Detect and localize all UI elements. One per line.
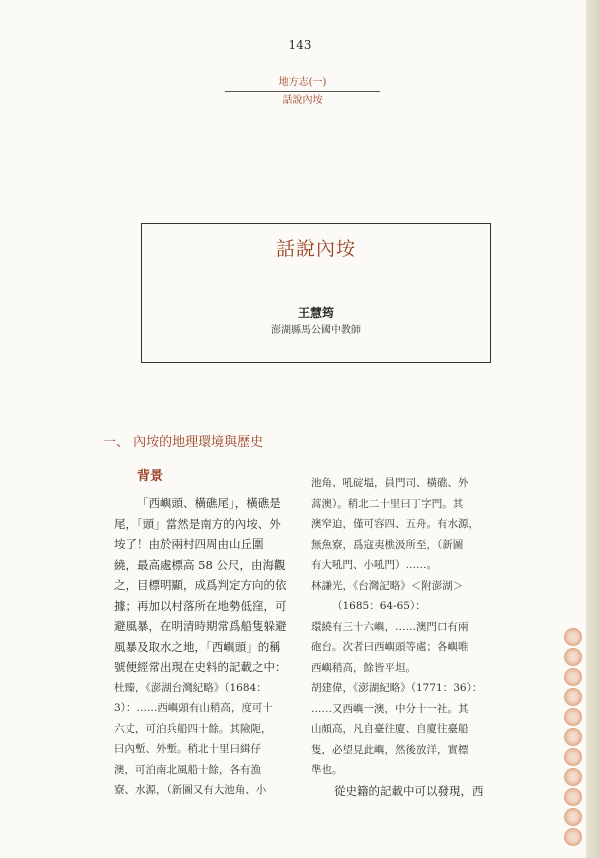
text-line: ……又西嶼一澳，中分十一社。其 xyxy=(311,702,469,715)
text-line: 繞，最高處標高 58 公尺，由海觀 xyxy=(114,557,286,572)
text-line: 胡建偉，《澎湖紀略》（1771：36）： xyxy=(311,682,483,694)
flower-ornament-icon xyxy=(564,648,582,666)
flower-ornament-icon xyxy=(564,828,582,846)
author-affiliation: 澎湖縣馬公國中教師 xyxy=(271,325,361,336)
text-line: 準也。 xyxy=(311,764,343,776)
text-line: 澳窄迫，僅可容四、五舟。有水源， xyxy=(311,518,479,530)
flower-ornament-icon xyxy=(564,628,582,646)
text-line: 澳，可泊南北風船十餘，各有漁 xyxy=(114,763,261,776)
page-number: 143 xyxy=(288,38,312,52)
flower-ornament-icon xyxy=(564,808,582,826)
text-line: 據；再加以村落所在地勢低窪，可 xyxy=(114,598,287,613)
flower-ornament-icon xyxy=(564,708,582,726)
text-line: 3）：……西嶼頭有山稍高，度可十 xyxy=(114,702,273,714)
flower-ornament-icon xyxy=(564,748,582,766)
header-rule xyxy=(225,91,380,92)
header-subtitle: 話說內垵 xyxy=(282,95,323,106)
left-column xyxy=(114,493,292,801)
text-line: 環繞有三十六嶼，……澳門口有兩 xyxy=(311,620,469,633)
article-title: 話說內垵 xyxy=(275,238,356,260)
text-line: 寮、水源，（新圖又有大池角、小 xyxy=(114,784,267,796)
text-line: 池角、吼碇塭，員門司、橫礁、外 xyxy=(311,477,469,489)
text-line: 西嶼稍高，餘皆平坦。 xyxy=(311,661,416,674)
text-line: 避風暴，在明清時期常爲船隻躲避 xyxy=(114,619,287,633)
right-column xyxy=(311,473,491,801)
flower-ornament-icon xyxy=(564,688,582,706)
text-line: 尾，「頭」當然是南方的內垵、外 xyxy=(114,516,281,531)
flower-ornament-icon xyxy=(564,768,582,786)
text-line: 蒿澳）。稍北二十里曰丁字門。其 xyxy=(311,497,464,510)
text-line: 曰內塹、外塹。稍北十里曰緝仔 xyxy=(114,743,261,755)
flower-ornament-icon xyxy=(564,728,582,746)
text-line: 之，目標明顯，成爲判定方向的依 xyxy=(114,578,287,592)
title-box xyxy=(141,223,491,363)
text-line: 有大吼門、小吼門）……。 xyxy=(311,559,437,571)
text-line: 砲台。次者曰西嶼頭等處；各嶼唯 xyxy=(311,641,469,653)
text-line: 「西嶼頭、橫礁尾」，橫礁是 xyxy=(137,496,281,510)
flower-ornament-icon xyxy=(564,668,582,686)
text-line: 無魚寮，爲寇夷樵汲所至，（新圖 xyxy=(311,538,464,551)
text-line: 杜臻，《澎湖台灣紀略》（1684： xyxy=(114,681,267,694)
section-heading: 一、 內垵的地理環境與歷史 xyxy=(103,435,264,450)
running-header xyxy=(225,75,380,108)
page-edge xyxy=(586,0,600,858)
header-series: 地方志(一) xyxy=(278,77,327,88)
text-line: 垵了！由於兩村四周由山丘圍 xyxy=(114,537,264,551)
text-line: 號便經常出現在史料的記載之中： xyxy=(114,660,287,674)
decorative-border-icon xyxy=(561,628,585,858)
text-line: 林謙光，《台灣記略》＜附澎湖＞ xyxy=(311,579,464,592)
text-line: 六丈，可泊兵船四十餘。其險阨， xyxy=(114,722,272,735)
section-subheading: 背景 xyxy=(137,469,164,484)
text-line: （1685：64-65）： xyxy=(332,600,426,612)
author-name: 王慧筠 xyxy=(297,306,334,320)
text-line: 風暴及取水之地，「西嶼頭」的稱 xyxy=(114,639,281,654)
text-line: 山頗高，凡自臺往廈、自廈往臺船 xyxy=(311,723,469,735)
flower-ornament-icon xyxy=(564,788,582,806)
text-line: 隻，必望見此嶼，然後放洋，實標 xyxy=(311,743,469,756)
text-line: 從史籍的記載中可以發現，西 xyxy=(334,783,484,798)
